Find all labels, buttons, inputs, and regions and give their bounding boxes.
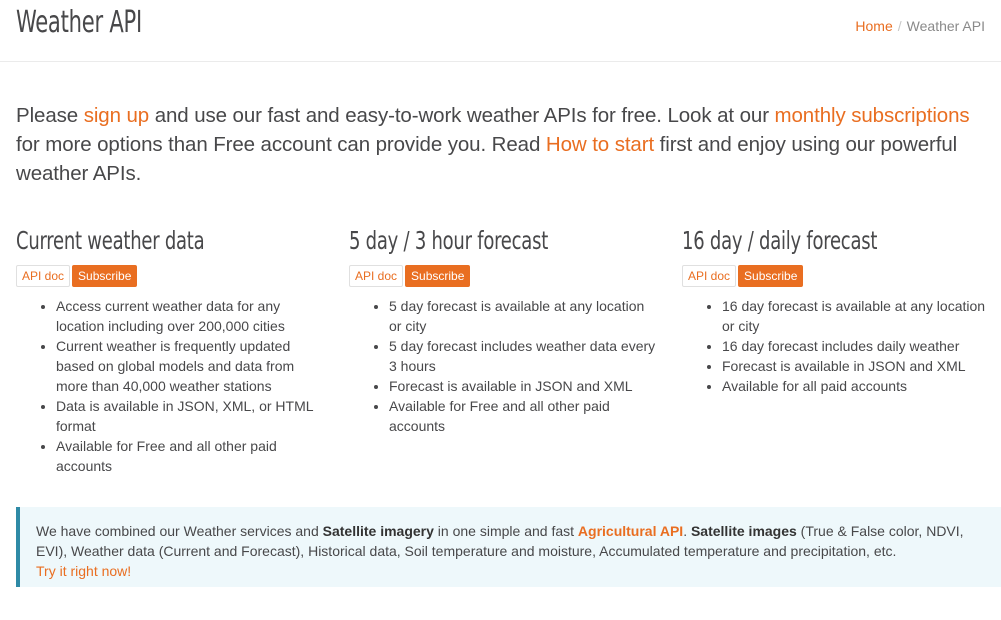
how-to-start-link[interactable]: How to start bbox=[545, 133, 655, 156]
list-item: • Current weather is frequently updated based on global models and data from more than 40,000 weather stations bbox=[56, 336, 326, 396]
breadcrumb bbox=[855, 18, 985, 34]
breadcrumb-current: Weather API bbox=[906, 18, 985, 34]
intro-text-part: for more options than Free account can provide you. Read bbox=[16, 133, 546, 156]
intro-text-part: and use our fast and easy-to-work weather APIs for free. Look at our bbox=[149, 104, 775, 127]
satellite-imagery-label: Satellite imagery bbox=[322, 523, 434, 539]
intro-text-part: first and enjoy using our powerful weather APIs. bbox=[16, 133, 958, 185]
api-doc-button[interactable]: API doc bbox=[682, 265, 736, 287]
list-item: • Available for Free and all other paid accounts bbox=[56, 436, 326, 476]
alert-text: We have combined our Weather services and bbox=[36, 523, 323, 539]
subscribe-button[interactable]: Subscribe bbox=[72, 265, 137, 287]
subscribe-button[interactable]: Subscribe bbox=[738, 265, 803, 287]
breadcrumb-separator: / bbox=[897, 18, 902, 34]
current-weather-column bbox=[16, 226, 326, 474]
api-doc-button[interactable]: API doc bbox=[16, 265, 70, 287]
column-buttons bbox=[16, 265, 137, 287]
column-buttons bbox=[682, 265, 803, 287]
feature-list bbox=[682, 296, 992, 396]
list-item: • Data is available in JSON, XML, or HTML format bbox=[56, 396, 326, 436]
agricultural-api-link[interactable]: Agricultural API bbox=[577, 523, 684, 539]
intro-text-part: Please bbox=[16, 104, 84, 127]
page-header bbox=[0, 0, 1001, 62]
page-title: Weather API bbox=[16, 5, 142, 40]
list-item: • 5 day forecast is available at any location or city bbox=[389, 296, 659, 336]
column-title: 5 day / 3 hour forecast bbox=[349, 226, 549, 255]
list-item: • 16 day forecast is available at any location or city bbox=[722, 296, 992, 336]
list-item: • Available for Free and all other paid accounts bbox=[389, 396, 659, 436]
list-item: • 5 day forecast includes weather data every 3 hours bbox=[389, 336, 659, 376]
alert-text: . bbox=[683, 523, 691, 539]
breadcrumb-home-link[interactable]: Home bbox=[855, 18, 893, 34]
try-it-now-link[interactable]: Try it right now! bbox=[36, 563, 132, 579]
list-item: • Available for all paid accounts bbox=[722, 376, 992, 396]
satellite-images-label: Satellite images bbox=[690, 523, 797, 539]
list-item: • Forecast is available in JSON and XML bbox=[722, 356, 992, 376]
api-doc-button[interactable]: API doc bbox=[349, 265, 403, 287]
feature-list bbox=[16, 296, 326, 476]
list-item: • 16 day forecast includes daily weather bbox=[722, 336, 992, 356]
column-title: Current weather data bbox=[16, 226, 205, 255]
list-item: • Access current weather data for any location including over 200,000 cities bbox=[56, 296, 326, 336]
alert-text: (True & False color, NDVI, EVI), Weather data (Current and Forecast), Historical data, Soil temperature and moisture, Accumulated temperature and precipitation, etc. bbox=[36, 523, 964, 559]
five-day-forecast-column bbox=[349, 226, 659, 434]
intro-text bbox=[16, 101, 976, 188]
column-title: 16 day / daily forecast bbox=[682, 226, 878, 255]
column-buttons bbox=[349, 265, 470, 287]
list-item: • Forecast is available in JSON and XML bbox=[389, 376, 659, 396]
feature-list bbox=[349, 296, 659, 436]
agricultural-api-alert bbox=[16, 507, 1001, 587]
subscribe-button[interactable]: Subscribe bbox=[405, 265, 470, 287]
sign-up-link[interactable]: sign up bbox=[83, 104, 150, 127]
sixteen-day-forecast-column bbox=[682, 226, 992, 394]
alert-text: in one simple and fast bbox=[433, 523, 578, 539]
monthly-subscriptions-link[interactable]: monthly subscriptions bbox=[774, 104, 970, 127]
